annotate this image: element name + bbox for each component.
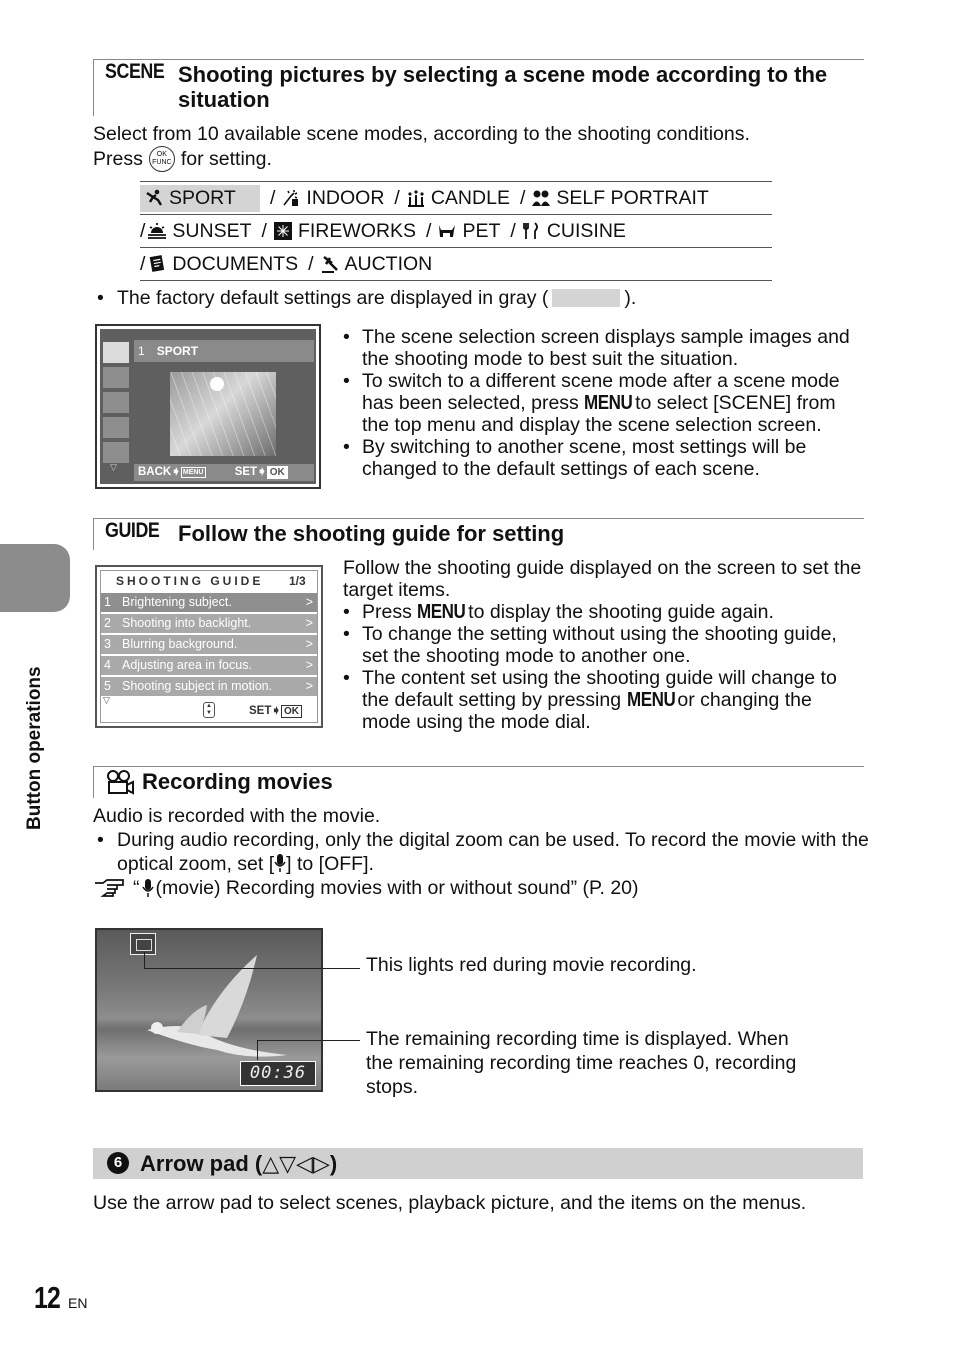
ok-badge: OK — [267, 466, 288, 479]
remaining-time: 00:36 — [240, 1061, 316, 1086]
guide-bullet-3: • The content set using the shooting guide will change to the default setting by pressing MENU or changing the mode using the mode dial. — [343, 667, 863, 733]
pet-icon — [437, 221, 457, 241]
sunset-thumb-icon — [103, 442, 129, 463]
candle-icon — [406, 188, 426, 208]
guide-row-1[interactable]: 1 Brightening subject. > — [101, 593, 317, 614]
microphone-icon — [274, 853, 286, 873]
mode-fireworks: FIREWORKS — [273, 220, 416, 243]
number-6-icon: 6 — [107, 1152, 129, 1174]
guide-bullet-2: • To change the setting without using the shooting guide, set the shooting mode to another one. — [343, 623, 863, 667]
fireworks-icon — [273, 221, 293, 241]
side-tab-label: Button operations — [24, 666, 45, 830]
sunset-icon — [147, 221, 167, 241]
mode-auction: AUCTION — [320, 253, 433, 276]
pointing-hand-icon — [93, 877, 129, 899]
mode-indoor: INDOOR — [281, 187, 384, 210]
guide-text: Follow the shooting guide displayed on the screen to set the target items. • Press MENU to display the shooting guide again. • To change the setting without using the shooting guide, set the shooting mode to another one. • The content set using the shooting guide will change to the default setting by pressing MENU or changing the mode using the mode dial. — [343, 557, 863, 733]
indoor-thumb-icon — [103, 367, 129, 388]
record-indicator-icon — [130, 933, 156, 955]
candle-thumb-icon — [103, 392, 129, 413]
callout-1-text: This lights red during movie recording. — [366, 954, 697, 976]
scene-selection-screen — [95, 324, 321, 489]
scene-intro: Select from 10 available scene modes, according to the shooting conditions. Press OK FUNC for setting. — [93, 123, 750, 170]
mode-row-1: SPORT / INDOOR / CANDLE / SELF PORTRAIT — [140, 182, 772, 215]
mode-sunset: SUNSET — [147, 220, 251, 243]
documents-icon — [147, 254, 167, 274]
guide-screen-set: SET➧ OK — [249, 703, 302, 718]
guide-screen-title: SHOOTING GUIDE — [116, 574, 264, 588]
indoor-icon — [281, 188, 301, 208]
mode-documents: DOCUMENTS — [147, 253, 298, 276]
mode-self-portrait: SELF PORTRAIT — [531, 187, 708, 210]
guide-row-4[interactable]: 4 Adjusting area in focus. > — [101, 656, 317, 677]
default-note: • The factory default settings are displayed in gray ( ). — [93, 286, 873, 310]
scene-screen-footer: BACK➧ MENU SET➧ OK — [134, 464, 314, 481]
scene-tag: SCENE — [105, 60, 165, 83]
callout-line-2-h — [257, 1040, 360, 1041]
callout-line-1-h — [144, 968, 360, 969]
guide-title: Follow the shooting guide for setting — [178, 521, 565, 546]
cuisine-icon — [522, 221, 542, 241]
scene-bullet-2: • To switch to a different scene mode after a scene mode has been selected, press MENU to select [SCENE] from the top menu and display the scene selection screen. — [343, 370, 863, 436]
self-portrait-thumb-icon — [103, 417, 129, 438]
scroll-down-arrow: ▽ — [110, 462, 117, 472]
scene-bullets — [343, 326, 863, 480]
guide-row-2[interactable]: 2 Shooting into backlight. > — [101, 614, 317, 635]
scene-bullet-3: • By switching to another scene, most settings will be changed to the default settings of each scene. — [343, 436, 863, 480]
microphone-icon — [142, 878, 154, 898]
sport-thumb-icon — [103, 342, 129, 363]
sport-icon — [144, 188, 164, 208]
shooting-guide-screen — [95, 565, 323, 728]
movie-recording-screen — [95, 928, 323, 1092]
page-number: 12 — [34, 1280, 60, 1315]
scene-mode-table — [140, 181, 772, 281]
guide-tag: GUIDE — [105, 519, 160, 542]
up-down-icon: ▲ ▼ — [203, 702, 215, 718]
movie-camera-icon — [105, 769, 135, 795]
mode-row-2: / SUNSET / FIREWORKS / PET / CUISINE — [140, 215, 772, 248]
movie-reference: “ (movie) Recording movies with or without sound” (P. 20) — [93, 876, 873, 900]
gray-swatch — [552, 289, 620, 307]
guide-bullet-1: • Press MENU to display the shooting guide again. — [343, 601, 863, 623]
mode-row-3: / DOCUMENTS / AUCTION — [140, 248, 772, 281]
mode-candle: CANDLE — [406, 187, 510, 210]
arrow-pad-text: Use the arrow pad to select scenes, playback picture, and the items on the menus. — [93, 1192, 807, 1214]
guide-row-5[interactable]: 5 Shooting subject in motion. > — [101, 677, 317, 698]
sport-sample-image — [170, 372, 276, 456]
scene-screen-header: 1 SPORT — [134, 340, 314, 362]
auction-icon — [320, 254, 340, 274]
callout-line-1-v — [144, 952, 145, 968]
arrow-pad-title: Arrow pad (△▽◁▷) — [140, 1151, 338, 1177]
scene-bullet-1: • The scene selection screen displays sample images and the shooting mode to best suit the situation. — [343, 326, 863, 370]
self-portrait-icon — [531, 188, 551, 208]
mode-pet: PET — [437, 220, 500, 243]
callout-2-text: The remaining recording time is displayed. When the remaining recording time reaches 0, recording stops. — [366, 1028, 797, 1098]
side-tab — [0, 544, 70, 612]
callout-line-2-v — [257, 1040, 258, 1060]
movie-text: Audio is recorded with the movie. • During audio recording, only the digital zoom can be used. To record the movie with the optical zoom, set [ ] to [OFF]. “ (movie) Recording movies with or without sound” (P. 20) — [93, 804, 873, 900]
movie-title: Recording movies — [142, 769, 333, 794]
guide-scroll-arrow: ▽ — [103, 695, 110, 705]
mode-sport: SPORT — [140, 185, 260, 212]
scene-title: Shooting pictures by selecting a scene mode according to the situation — [178, 62, 828, 112]
arrow-glyphs: △▽◁▷ — [262, 1152, 330, 1177]
mode-cuisine: CUISINE — [522, 220, 626, 243]
guide-row-3[interactable]: 3 Blurring background. > — [101, 635, 317, 656]
menu-badge: MENU — [182, 469, 204, 476]
page-lang: EN — [68, 1295, 88, 1311]
movie-bullet: • During audio recording, only the digital zoom can be used. To record the movie with the optical zoom, set [ ] to [OFF]. — [97, 828, 873, 876]
ok-badge: OK — [281, 705, 302, 718]
ok-func-button-icon: OK FUNC — [149, 146, 175, 172]
guide-screen-page: 1/3 — [289, 574, 306, 588]
